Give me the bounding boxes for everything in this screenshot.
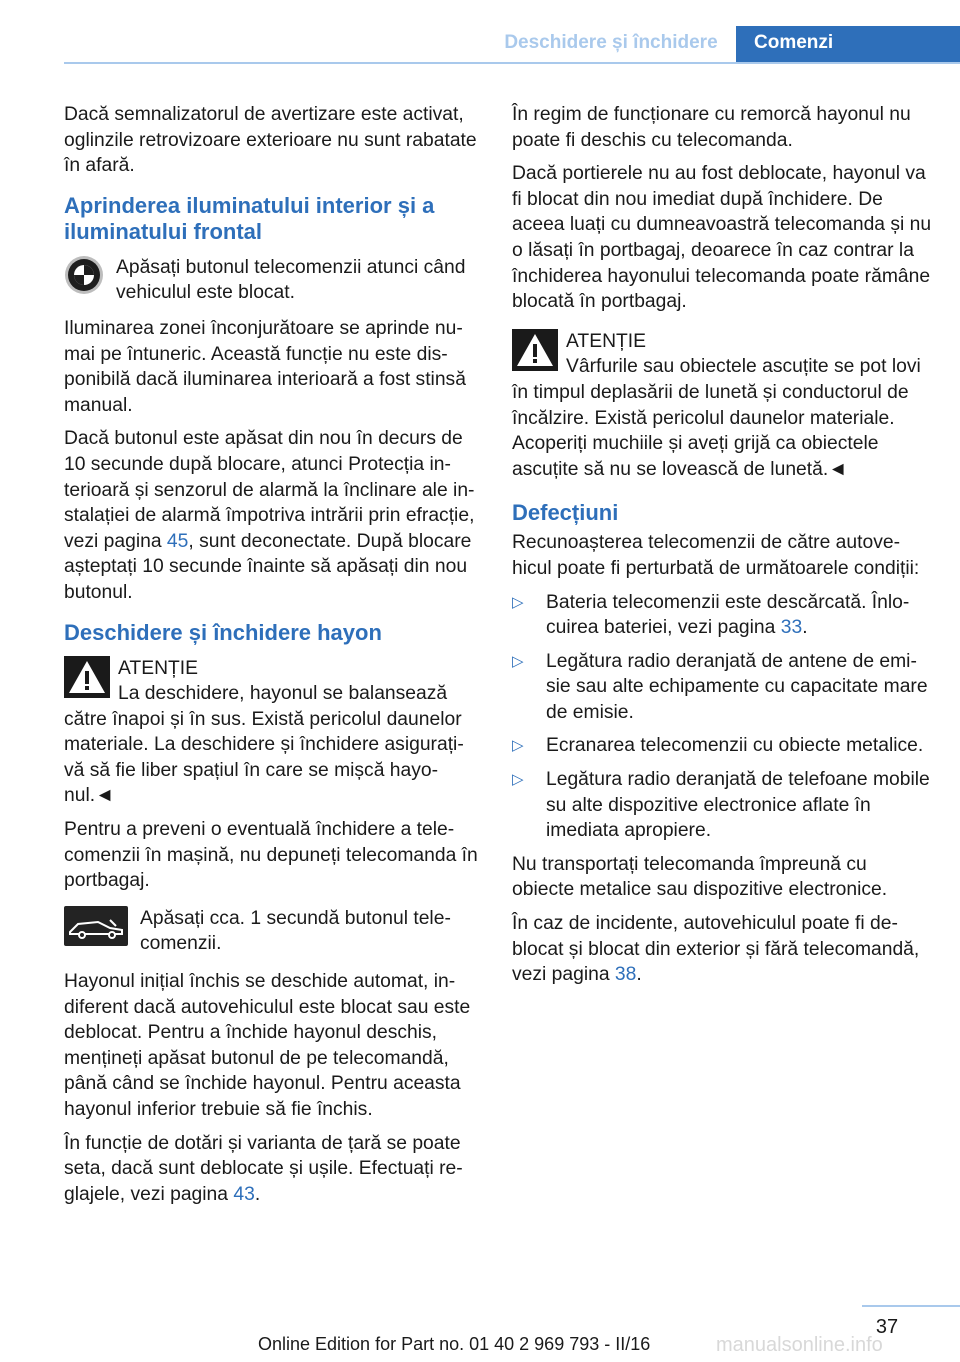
bmw-instruction xyxy=(64,255,480,306)
instruction-text: Apăsați butonul telecomenzii atunci când vehiculul este blocat. xyxy=(116,256,466,304)
instruction-text: Apăsați cca. 1 secundă butonul telecomenzii. xyxy=(140,907,451,955)
left-column xyxy=(64,102,480,1215)
triangle-bullet-icon: ▷ xyxy=(512,737,524,755)
page-link[interactable]: 33 xyxy=(780,617,803,639)
warning-text: Vârfurile sau obiectele ascuțite se pot lovi în timpul deplasării de lunetă și conductorul de încălzire. Există pericolul daunelor materiale. Acoperiți muchiile și aveți grijă ca obiectele ascuțite să nu se lovească de lunetă.◄ xyxy=(512,356,921,480)
header-section-title: Deschidere și închidere xyxy=(504,32,718,53)
paragraph: Nu transportați telecomanda împreună cu obiecte metalice sau dispozitive electronice. xyxy=(512,853,888,901)
paragraph: Hayonul inițial închis se deschide automat, indiferent dacă autovehiculul este blocat sau este deblocat. Pentru a închide hayonul deschis, mențineți apăsat butonul de pe telecomandă, până când se închide hayonul. Pentru aceasta hayonul inferior trebuie să fie închis. xyxy=(64,971,471,1120)
button-instruction xyxy=(64,906,480,957)
warning-title: ATENȚIE xyxy=(566,330,646,352)
warning-triangle-icon xyxy=(64,656,110,698)
watermark: manualsonline.info xyxy=(716,1334,883,1356)
triangle-bullet-icon: ▷ xyxy=(512,652,524,670)
footer-rule xyxy=(862,1305,960,1307)
warning-text: La deschidere, hayonul se balansează către înapoi și în sus. Există pericolul daunelor materiale. La deschidere și închidere asigurați-vă să fie liber spațiul în care se mișcă hayonul.◄ xyxy=(64,683,464,807)
condition-list xyxy=(512,590,932,844)
page-link[interactable]: 38 xyxy=(614,964,637,986)
list-item: ▷ Bateria telecomenzii este descărcată. Înlocuirea bateriei, vezi pagina 33. xyxy=(512,591,910,639)
paragraph: Dacă portierele nu au fost deblocate, hayonul va fi blocat din nou imediat după închidere. De aceea luați cu dumneavoastră telecomanda și nu o lăsați în portbagaj, deoarece în caz contrar la închiderea hayonului telecomanda poate rămâne blocată în portbagaj. xyxy=(512,163,932,313)
triangle-bullet-icon: ▷ xyxy=(512,771,524,789)
paragraph: În caz de incidente, autovehiculul poate fi deblocat și blocat din exterior și fără telecomandă, vezi pagina 38. xyxy=(512,913,920,986)
header-chapter-tab[interactable]: Comenzi xyxy=(736,26,960,64)
triangle-bullet-icon: ▷ xyxy=(512,593,524,611)
bmw-key-icon xyxy=(64,255,104,295)
warning-title: ATENȚIE xyxy=(118,657,198,679)
section-heading: Aprinderea iluminatului interior și a iluminatului frontal xyxy=(64,192,435,244)
section-heading: Deschidere și închidere hayon xyxy=(64,619,382,645)
section-heading: Defecțiuni xyxy=(512,500,619,526)
list-item: ▷ Legătura radio deranjată de telefoane mobile su alte dispozitive electronice aflate în imediata apropiere. xyxy=(512,769,930,842)
paragraph: Iluminarea zonei înconjurătoare se aprinde numai pe întuneric. Această funcție nu este disponibilă dacă iluminarea interioară a fost stinsă manual. xyxy=(64,317,466,416)
page-number: 37 xyxy=(875,1316,899,1338)
paragraph: Dacă butonul este apăsat din nou în decurs de 10 secunde după blocare, atunci Protecția interioară și senzorul de alarmă la înclinare ale instalației de alarmă împotriva intrării prin efracție, vezi pagina 45, sunt deconectate. După blocare așteptați 10 secunde înainte să apăsați din nou butonul. xyxy=(64,428,475,603)
list-item: ▷ Legătura radio deranjată de antene de emisie sau alte echipamente cu capacitate mare de emisie. xyxy=(512,650,928,723)
right-column xyxy=(512,102,932,996)
paragraph: Recunoașterea telecomenzii de către autovehicul poate fi perturbată de următoarele condiții: xyxy=(512,532,920,579)
edition-footer: Online Edition for Part no. 01 40 2 969 793 - II/16 xyxy=(258,1334,651,1354)
paragraph: Pentru a preveni o eventuală închidere a telecomenzii în mașină, nu depuneți telecomanda în portbagaj. xyxy=(64,819,478,892)
page-link[interactable]: 45 xyxy=(166,530,189,552)
tailgate-button-icon xyxy=(64,906,128,946)
list-item: ▷ Ecranarea telecomenzii cu obiecte metalice. xyxy=(512,733,932,759)
warning-triangle-icon xyxy=(512,329,558,371)
warning-block xyxy=(512,329,932,483)
header-rule xyxy=(64,62,960,64)
paragraph: În regim de funcționare cu remorcă hayonul nu poate fi deschis cu telecomanda. xyxy=(512,104,911,151)
paragraph: Dacă semnalizatorul de avertizare este activat, oglinzile retrovizoare exterioare nu sunt rabatate în afară. xyxy=(64,104,477,177)
paragraph: În funcție de dotări și varianta de țară se poate seta, dacă sunt deblocate și ușile. Efectuați reglajele, vezi pagina 43. xyxy=(64,1132,463,1205)
page-link[interactable]: 43 xyxy=(233,1183,255,1205)
warning-block xyxy=(64,656,480,810)
